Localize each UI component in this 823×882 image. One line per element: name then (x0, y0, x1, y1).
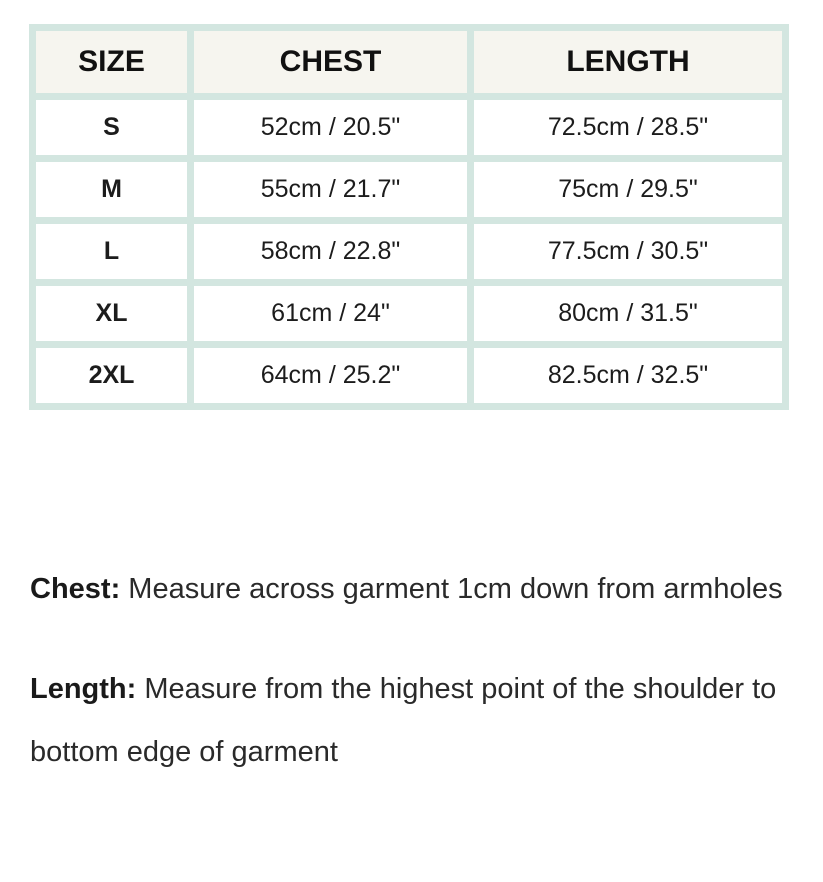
table-row (36, 224, 782, 279)
length-cell: 75cm / 29.5" (474, 162, 782, 217)
length-note (30, 658, 790, 784)
length-cell: 77.5cm / 30.5" (474, 224, 782, 279)
length-cell: 80cm / 31.5" (474, 286, 782, 341)
chest-cell: 58cm / 22.8" (194, 224, 467, 279)
header-chest: CHEST (194, 31, 467, 93)
chest-note-term: Chest: (30, 573, 121, 605)
size-chart-table (29, 24, 789, 410)
chest-note (30, 558, 790, 621)
header-size: SIZE (36, 31, 187, 93)
measurement-notes (30, 558, 790, 821)
size-cell: XL (36, 286, 187, 341)
size-cell: S (36, 100, 187, 155)
chest-cell: 52cm / 20.5" (194, 100, 467, 155)
chest-cell: 61cm / 24" (194, 286, 467, 341)
header-row (36, 31, 782, 93)
size-cell: 2XL (36, 348, 187, 403)
size-chart-body (36, 100, 782, 403)
size-cell: L (36, 224, 187, 279)
size-chart-header (36, 31, 782, 93)
length-note-text: Measure from the highest point of the shoulder to bottom edge of garment (30, 673, 777, 768)
length-cell: 72.5cm / 28.5" (474, 100, 782, 155)
table-row (36, 348, 782, 403)
length-cell: 82.5cm / 32.5" (474, 348, 782, 403)
chest-note-text: Measure across garment 1cm down from armholes (128, 573, 783, 605)
table-row (36, 286, 782, 341)
chest-cell: 55cm / 21.7" (194, 162, 467, 217)
table-row (36, 100, 782, 155)
chest-cell: 64cm / 25.2" (194, 348, 467, 403)
header-length: LENGTH (474, 31, 782, 93)
size-cell: M (36, 162, 187, 217)
length-note-term: Length: (30, 673, 137, 705)
table-row (36, 162, 782, 217)
